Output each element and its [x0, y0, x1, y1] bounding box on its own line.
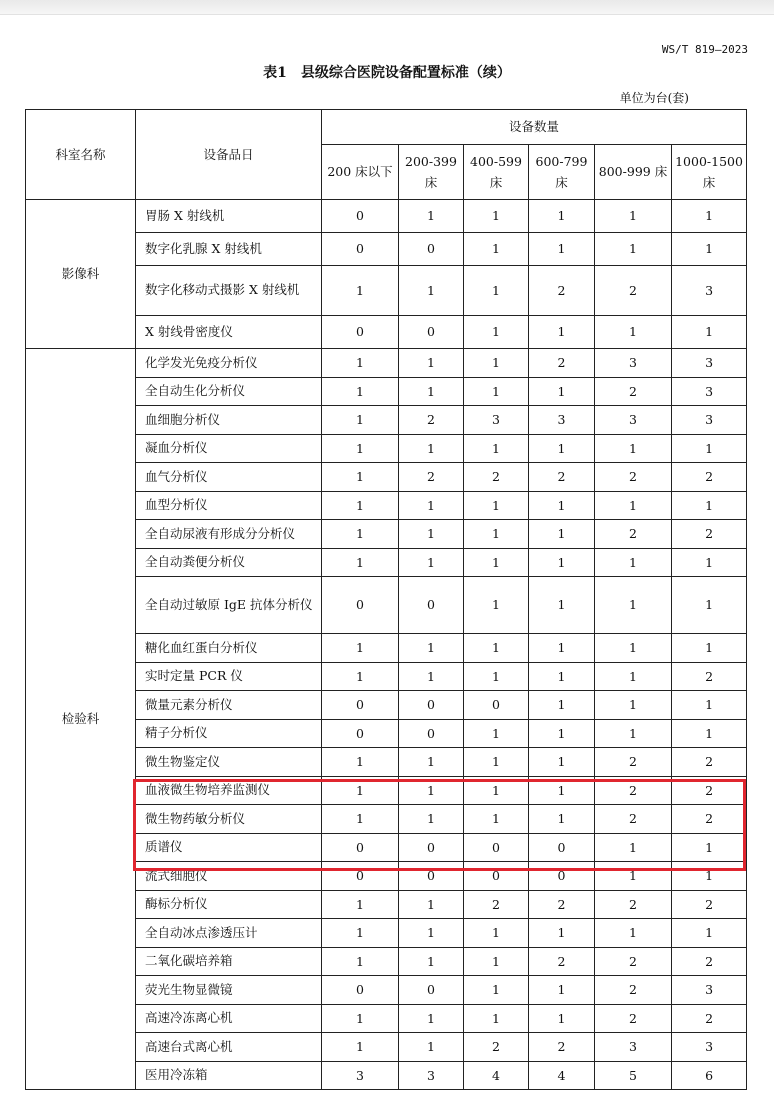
quantity-cell: 0: [529, 833, 595, 862]
quantity-cell: 3: [464, 406, 529, 435]
quantity-cell: 3: [529, 406, 595, 435]
item-cell: 糖化血红蛋白分析仪: [136, 634, 322, 663]
quantity-cell: 0: [399, 976, 464, 1005]
dept-cell: 检验科: [26, 349, 136, 1090]
header-bed-group: 200-399 床: [399, 145, 464, 200]
quantity-cell: 1: [464, 491, 529, 520]
quantity-cell: 1: [595, 577, 672, 634]
quantity-cell: 1: [464, 434, 529, 463]
quantity-cell: 3: [672, 976, 747, 1005]
quantity-cell: 1: [464, 548, 529, 577]
quantity-cell: 0: [464, 833, 529, 862]
quantity-cell: 1: [464, 634, 529, 663]
item-cell: 高速台式离心机: [136, 1033, 322, 1062]
quantity-cell: 1: [672, 634, 747, 663]
quantity-cell: 1: [672, 200, 747, 233]
quantity-cell: 2: [595, 947, 672, 976]
item-cell: 高速冷冻离心机: [136, 1004, 322, 1033]
quantity-cell: 1: [464, 805, 529, 834]
table-title: 表1 县级综合医院设备配置标准（续）: [263, 65, 511, 81]
quantity-cell: 2: [464, 463, 529, 492]
quantity-cell: 1: [399, 662, 464, 691]
quantity-cell: 2: [595, 463, 672, 492]
item-cell: 全自动粪便分析仪: [136, 548, 322, 577]
quantity-cell: 0: [399, 691, 464, 720]
item-cell: 数字化乳腺 X 射线机: [136, 233, 322, 266]
quantity-cell: 3: [672, 1033, 747, 1062]
quantity-cell: 2: [595, 520, 672, 549]
item-cell: 全自动生化分析仪: [136, 377, 322, 406]
quantity-cell: 2: [529, 349, 595, 378]
quantity-cell: 1: [595, 434, 672, 463]
quantity-cell: 2: [529, 463, 595, 492]
quantity-cell: 1: [529, 316, 595, 349]
quantity-cell: 2: [399, 406, 464, 435]
quantity-cell: 1: [529, 491, 595, 520]
table-row: [26, 200, 747, 233]
quantity-cell: 2: [529, 947, 595, 976]
quantity-cell: 2: [595, 266, 672, 316]
quantity-cell: 3: [595, 349, 672, 378]
quantity-cell: 1: [399, 947, 464, 976]
quantity-cell: 1: [322, 748, 399, 777]
quantity-cell: 0: [322, 976, 399, 1005]
quantity-cell: 1: [464, 577, 529, 634]
quantity-cell: 2: [672, 776, 747, 805]
header-bed-group: 600-799 床: [529, 145, 595, 200]
header-bed-group: 800-999 床: [595, 145, 672, 200]
quantity-cell: 1: [464, 776, 529, 805]
quantity-cell: 5: [595, 1061, 672, 1090]
quantity-cell: 1: [464, 976, 529, 1005]
quantity-cell: 1: [464, 349, 529, 378]
item-cell: 血型分析仪: [136, 491, 322, 520]
quantity-cell: 1: [464, 919, 529, 948]
header-bed-group: 1000-1500 床: [672, 145, 747, 200]
quantity-cell: 1: [529, 233, 595, 266]
quantity-cell: 3: [672, 377, 747, 406]
quantity-cell: 1: [464, 1004, 529, 1033]
quantity-cell: 1: [322, 266, 399, 316]
quantity-cell: 2: [595, 377, 672, 406]
quantity-cell: 1: [672, 233, 747, 266]
quantity-cell: 1: [672, 316, 747, 349]
item-cell: 血液微生物培养监测仪: [136, 776, 322, 805]
quantity-cell: 1: [529, 748, 595, 777]
header-dept: 科室名称: [26, 110, 136, 200]
quantity-cell: 2: [672, 890, 747, 919]
quantity-cell: 1: [464, 520, 529, 549]
item-cell: 微量元素分析仪: [136, 691, 322, 720]
quantity-cell: 1: [464, 662, 529, 691]
quantity-cell: 0: [322, 833, 399, 862]
quantity-cell: 1: [322, 805, 399, 834]
quantity-cell: 1: [672, 862, 747, 891]
quantity-cell: 1: [322, 634, 399, 663]
quantity-cell: 1: [322, 406, 399, 435]
quantity-cell: 1: [464, 316, 529, 349]
quantity-cell: 2: [595, 776, 672, 805]
quantity-cell: 2: [529, 890, 595, 919]
item-cell: 胃肠 X 射线机: [136, 200, 322, 233]
quantity-cell: 1: [322, 349, 399, 378]
quantity-cell: 1: [399, 548, 464, 577]
quantity-cell: 2: [595, 1004, 672, 1033]
quantity-cell: 2: [399, 463, 464, 492]
quantity-cell: 3: [672, 406, 747, 435]
quantity-cell: 1: [399, 200, 464, 233]
viewer-top-bar: [0, 0, 774, 15]
quantity-cell: 1: [322, 776, 399, 805]
quantity-cell: 1: [595, 691, 672, 720]
quantity-cell: 1: [399, 634, 464, 663]
quantity-cell: 6: [672, 1061, 747, 1090]
quantity-cell: 1: [672, 491, 747, 520]
quantity-cell: 1: [322, 919, 399, 948]
table-row: [26, 349, 747, 378]
quantity-cell: 1: [672, 548, 747, 577]
quantity-cell: 2: [672, 805, 747, 834]
quantity-cell: 1: [595, 548, 672, 577]
quantity-cell: 2: [529, 1033, 595, 1062]
quantity-cell: 1: [322, 662, 399, 691]
quantity-cell: 1: [595, 634, 672, 663]
header-quantity: 设备数量: [322, 110, 747, 145]
quantity-cell: 3: [672, 349, 747, 378]
quantity-cell: 1: [595, 833, 672, 862]
quantity-cell: 2: [595, 805, 672, 834]
quantity-cell: 0: [322, 316, 399, 349]
item-cell: 凝血分析仪: [136, 434, 322, 463]
quantity-cell: 1: [529, 548, 595, 577]
item-cell: 二氧化碳培养箱: [136, 947, 322, 976]
quantity-cell: 1: [322, 434, 399, 463]
quantity-cell: 1: [529, 1004, 595, 1033]
quantity-cell: 0: [464, 691, 529, 720]
unit-note: 单位为台(套): [619, 91, 689, 105]
quantity-cell: 2: [672, 520, 747, 549]
quantity-cell: 1: [529, 377, 595, 406]
quantity-cell: 1: [399, 349, 464, 378]
quantity-cell: 1: [529, 776, 595, 805]
item-cell: 荧光生物显微镜: [136, 976, 322, 1005]
quantity-cell: 1: [595, 491, 672, 520]
quantity-cell: 1: [399, 805, 464, 834]
quantity-cell: 1: [672, 577, 747, 634]
quantity-cell: 1: [322, 1033, 399, 1062]
quantity-cell: 0: [399, 577, 464, 634]
quantity-cell: 1: [672, 919, 747, 948]
quantity-cell: 1: [322, 520, 399, 549]
quantity-cell: 1: [529, 662, 595, 691]
quantity-cell: 1: [322, 890, 399, 919]
quantity-cell: 1: [529, 976, 595, 1005]
quantity-cell: 0: [322, 200, 399, 233]
quantity-cell: 2: [672, 748, 747, 777]
header-bed-group: 200 床以下: [322, 145, 399, 200]
quantity-cell: 1: [529, 805, 595, 834]
quantity-cell: 1: [464, 200, 529, 233]
item-cell: 质谱仪: [136, 833, 322, 862]
quantity-cell: 1: [464, 233, 529, 266]
quantity-cell: 1: [399, 266, 464, 316]
quantity-cell: 1: [595, 662, 672, 691]
quantity-cell: 1: [595, 233, 672, 266]
quantity-cell: 0: [322, 233, 399, 266]
quantity-cell: 4: [529, 1061, 595, 1090]
quantity-cell: 2: [464, 890, 529, 919]
item-cell: 酶标分析仪: [136, 890, 322, 919]
quantity-cell: 2: [672, 947, 747, 976]
item-cell: 全自动过敏原 IgE 抗体分析仪: [136, 577, 322, 634]
quantity-cell: 1: [464, 266, 529, 316]
quantity-cell: 2: [595, 976, 672, 1005]
quantity-cell: 1: [322, 377, 399, 406]
quantity-cell: 1: [322, 1004, 399, 1033]
header-bed-group: 400-599 床: [464, 145, 529, 200]
quantity-cell: 1: [322, 463, 399, 492]
item-cell: X 射线骨密度仪: [136, 316, 322, 349]
table-body: [26, 200, 747, 1090]
quantity-cell: 1: [529, 577, 595, 634]
quantity-cell: 1: [399, 520, 464, 549]
quantity-cell: 1: [464, 377, 529, 406]
quantity-cell: 1: [399, 748, 464, 777]
quantity-cell: 1: [464, 748, 529, 777]
quantity-cell: 0: [399, 233, 464, 266]
quantity-cell: 1: [595, 719, 672, 748]
quantity-cell: 1: [399, 1004, 464, 1033]
quantity-cell: 4: [464, 1061, 529, 1090]
quantity-cell: 1: [399, 434, 464, 463]
item-cell: 全自动冰点渗透压计: [136, 919, 322, 948]
quantity-cell: 2: [595, 748, 672, 777]
item-cell: 微生物鉴定仪: [136, 748, 322, 777]
header-item: 设备品日: [136, 110, 322, 200]
quantity-cell: 1: [399, 377, 464, 406]
item-cell: 全自动尿液有形成分分析仪: [136, 520, 322, 549]
quantity-cell: 1: [529, 434, 595, 463]
quantity-cell: 2: [672, 662, 747, 691]
quantity-cell: 1: [399, 776, 464, 805]
quantity-cell: 0: [529, 862, 595, 891]
item-cell: 流式细胞仪: [136, 862, 322, 891]
item-cell: 精子分析仪: [136, 719, 322, 748]
quantity-cell: 3: [595, 1033, 672, 1062]
quantity-cell: 1: [529, 200, 595, 233]
quantity-cell: 3: [672, 266, 747, 316]
dept-cell: 影像科: [26, 200, 136, 349]
quantity-cell: 1: [399, 919, 464, 948]
quantity-cell: 1: [399, 491, 464, 520]
quantity-cell: 1: [529, 719, 595, 748]
quantity-cell: 0: [464, 862, 529, 891]
quantity-cell: 1: [595, 316, 672, 349]
quantity-cell: 1: [672, 719, 747, 748]
quantity-cell: 2: [672, 463, 747, 492]
quantity-cell: 3: [322, 1061, 399, 1090]
equipment-table: [25, 109, 747, 1090]
quantity-cell: 0: [322, 719, 399, 748]
quantity-cell: 0: [399, 719, 464, 748]
quantity-cell: 1: [595, 200, 672, 233]
quantity-cell: 2: [595, 890, 672, 919]
quantity-cell: 0: [322, 577, 399, 634]
quantity-cell: 1: [322, 947, 399, 976]
quantity-cell: 1: [672, 434, 747, 463]
quantity-cell: 0: [399, 833, 464, 862]
quantity-cell: 1: [322, 491, 399, 520]
quantity-cell: 1: [399, 890, 464, 919]
item-cell: 数字化移动式摄影 X 射线机: [136, 266, 322, 316]
item-cell: 微生物药敏分析仪: [136, 805, 322, 834]
quantity-cell: 1: [464, 947, 529, 976]
item-cell: 化学发光免疫分析仪: [136, 349, 322, 378]
quantity-cell: 1: [672, 691, 747, 720]
quantity-cell: 1: [529, 520, 595, 549]
item-cell: 实时定量 PCR 仪: [136, 662, 322, 691]
item-cell: 血气分析仪: [136, 463, 322, 492]
quantity-cell: 1: [464, 719, 529, 748]
quantity-cell: 1: [322, 548, 399, 577]
quantity-cell: 1: [595, 862, 672, 891]
standard-code: WS/T 819—2023: [661, 43, 748, 56]
quantity-cell: 2: [672, 1004, 747, 1033]
quantity-cell: 0: [322, 691, 399, 720]
item-cell: 医用冷冻箱: [136, 1061, 322, 1090]
quantity-cell: 1: [529, 691, 595, 720]
quantity-cell: 0: [399, 862, 464, 891]
quantity-cell: 1: [399, 1033, 464, 1062]
quantity-cell: 0: [399, 316, 464, 349]
quantity-cell: 3: [595, 406, 672, 435]
quantity-cell: 0: [322, 862, 399, 891]
quantity-cell: 3: [399, 1061, 464, 1090]
quantity-cell: 1: [529, 634, 595, 663]
item-cell: 血细胞分析仪: [136, 406, 322, 435]
quantity-cell: 2: [529, 266, 595, 316]
quantity-cell: 1: [672, 833, 747, 862]
quantity-cell: 1: [595, 919, 672, 948]
quantity-cell: 2: [464, 1033, 529, 1062]
quantity-cell: 1: [529, 919, 595, 948]
